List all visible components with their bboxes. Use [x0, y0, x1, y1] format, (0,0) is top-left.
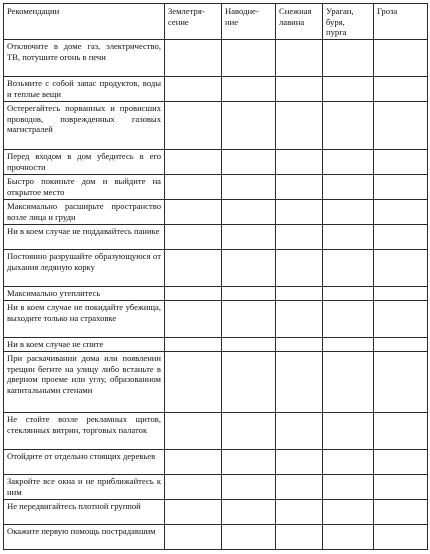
- answer-cell[interactable]: [323, 225, 374, 250]
- recommendation-cell: При раскачивании дома или появлении трещин бегите на улицу либо встаньте в дверном проеме или углу, образованном капитальными стенами: [4, 352, 165, 413]
- answer-cell[interactable]: [276, 301, 323, 338]
- answer-cell[interactable]: [222, 225, 276, 250]
- answer-cell[interactable]: [276, 175, 323, 200]
- answer-cell[interactable]: [222, 102, 276, 150]
- answer-cell[interactable]: [374, 450, 428, 475]
- answer-cell[interactable]: [323, 77, 374, 102]
- answer-cell[interactable]: [165, 338, 222, 352]
- hazard-recommendations-table: [3, 3, 428, 550]
- answer-cell[interactable]: [374, 77, 428, 102]
- answer-cell[interactable]: [374, 287, 428, 301]
- answer-cell[interactable]: [323, 352, 374, 413]
- header-earthquake-label: Землетря- сение: [168, 6, 205, 27]
- table-row: [4, 77, 428, 102]
- answer-cell[interactable]: [222, 40, 276, 77]
- recommendation-cell: Ни в коем случае не покидайте убежища, выходите только на страховке: [4, 301, 165, 338]
- answer-cell[interactable]: [374, 225, 428, 250]
- table-row: [4, 225, 428, 250]
- answer-cell[interactable]: [222, 475, 276, 500]
- answer-cell[interactable]: [222, 338, 276, 352]
- table-row: [4, 40, 428, 77]
- answer-cell[interactable]: [323, 287, 374, 301]
- recommendation-cell: Отключите в доме газ, электричество, ТВ, потушите огонь в печи: [4, 40, 165, 77]
- recommendation-cell: Ни в коем случае не спите: [4, 338, 165, 352]
- answer-cell[interactable]: [222, 450, 276, 475]
- answer-cell[interactable]: [165, 525, 222, 550]
- answer-cell[interactable]: [165, 175, 222, 200]
- answer-cell[interactable]: [276, 475, 323, 500]
- answer-cell[interactable]: [276, 413, 323, 450]
- answer-cell[interactable]: [222, 150, 276, 175]
- header-flood: [222, 4, 276, 40]
- answer-cell[interactable]: [222, 301, 276, 338]
- answer-cell[interactable]: [165, 287, 222, 301]
- answer-cell[interactable]: [276, 338, 323, 352]
- table-row: [4, 301, 428, 338]
- answer-cell[interactable]: [222, 287, 276, 301]
- answer-cell[interactable]: [276, 352, 323, 413]
- answer-cell[interactable]: [323, 200, 374, 225]
- answer-cell[interactable]: [165, 102, 222, 150]
- answer-cell[interactable]: [374, 250, 428, 287]
- table-row: [4, 413, 428, 450]
- recommendation-cell: Перед входом в дом убедитесь в его прочности: [4, 150, 165, 175]
- answer-cell[interactable]: [323, 150, 374, 175]
- recommendation-cell: Возьмите с собой запас продуктов, воды и теплые вещи: [4, 77, 165, 102]
- header-avalanche: [276, 4, 323, 40]
- recommendation-cell: Быстро покиньте дом и выйдите на открытое место: [4, 175, 165, 200]
- answer-cell[interactable]: [323, 250, 374, 287]
- answer-cell[interactable]: [165, 77, 222, 102]
- answer-cell[interactable]: [374, 150, 428, 175]
- answer-cell[interactable]: [222, 352, 276, 413]
- answer-cell[interactable]: [222, 413, 276, 450]
- table-row: [4, 200, 428, 225]
- answer-cell[interactable]: [165, 413, 222, 450]
- table-row: [4, 450, 428, 475]
- recommendation-cell: Максимально расширьте пространство возле лица и груди: [4, 200, 165, 225]
- answer-cell[interactable]: [323, 500, 374, 525]
- recommendation-cell: Не стойте возле рекламных щитов, стеклянных витрин, торговых палаток: [4, 413, 165, 450]
- table-row: [4, 352, 428, 413]
- answer-cell[interactable]: [222, 175, 276, 200]
- header-row: [4, 4, 428, 40]
- answer-cell[interactable]: [374, 40, 428, 77]
- answer-cell[interactable]: [165, 475, 222, 500]
- table-body: [4, 40, 428, 550]
- header-earthquake: [165, 4, 222, 40]
- answer-cell[interactable]: [374, 102, 428, 150]
- answer-cell[interactable]: [374, 500, 428, 525]
- answer-cell[interactable]: [165, 200, 222, 225]
- answer-cell[interactable]: [165, 40, 222, 77]
- answer-cell[interactable]: [276, 500, 323, 525]
- answer-cell[interactable]: [165, 500, 222, 525]
- answer-cell[interactable]: [374, 413, 428, 450]
- answer-cell[interactable]: [374, 301, 428, 338]
- answer-cell[interactable]: [276, 200, 323, 225]
- answer-cell[interactable]: [276, 287, 323, 301]
- answer-cell[interactable]: [323, 450, 374, 475]
- header-thunderstorm-label: Гроза: [377, 6, 398, 16]
- table-row: [4, 525, 428, 550]
- answer-cell[interactable]: [374, 200, 428, 225]
- answer-cell[interactable]: [276, 40, 323, 77]
- recommendation-cell: Окажите первую помощь пострадавшим: [4, 525, 165, 550]
- answer-cell[interactable]: [374, 352, 428, 413]
- recommendations-worksheet: [3, 3, 427, 551]
- header-flood-label: Наводне- ние: [225, 6, 259, 27]
- answer-cell[interactable]: [165, 301, 222, 338]
- table-row: [4, 500, 428, 525]
- answer-cell[interactable]: [323, 40, 374, 77]
- table-row: [4, 102, 428, 150]
- answer-cell[interactable]: [165, 150, 222, 175]
- recommendation-cell: Постоянно разрушайте образующуюся от дыхания ледяную корку: [4, 250, 165, 287]
- recommendation-cell: Максимально утеплитесь: [4, 287, 165, 301]
- answer-cell[interactable]: [222, 200, 276, 225]
- answer-cell[interactable]: [222, 77, 276, 102]
- answer-cell[interactable]: [165, 352, 222, 413]
- answer-cell[interactable]: [276, 150, 323, 175]
- table-row: [4, 475, 428, 500]
- header-hurricane-label: Ураган, буря, пурга: [326, 6, 354, 38]
- header-avalanche-label: Снежная лавина: [279, 6, 312, 27]
- recommendation-cell: Ни в коем случае не поддавайтесь панике: [4, 225, 165, 250]
- table-row: [4, 338, 428, 352]
- answer-cell[interactable]: [276, 250, 323, 287]
- answer-cell[interactable]: [323, 102, 374, 150]
- answer-cell[interactable]: [222, 250, 276, 287]
- answer-cell[interactable]: [323, 175, 374, 200]
- answer-cell[interactable]: [374, 525, 428, 550]
- answer-cell[interactable]: [323, 338, 374, 352]
- answer-cell[interactable]: [374, 175, 428, 200]
- table-row: [4, 287, 428, 301]
- answer-cell[interactable]: [222, 525, 276, 550]
- recommendation-cell: Закройте все окна и не приближайтесь к ним: [4, 475, 165, 500]
- answer-cell[interactable]: [276, 525, 323, 550]
- answer-cell[interactable]: [276, 102, 323, 150]
- answer-cell[interactable]: [165, 450, 222, 475]
- recommendation-cell: Не передвигайтесь плотной группой: [4, 500, 165, 525]
- answer-cell[interactable]: [165, 225, 222, 250]
- answer-cell[interactable]: [323, 301, 374, 338]
- answer-cell[interactable]: [323, 413, 374, 450]
- answer-cell[interactable]: [276, 450, 323, 475]
- answer-cell[interactable]: [276, 77, 323, 102]
- answer-cell[interactable]: [165, 250, 222, 287]
- header-thunderstorm: [374, 4, 428, 40]
- answer-cell[interactable]: [323, 475, 374, 500]
- header-hurricane: [323, 4, 374, 40]
- answer-cell[interactable]: [222, 500, 276, 525]
- table-row: [4, 250, 428, 287]
- table-row: [4, 175, 428, 200]
- header-recommendations: Рекомендации: [4, 4, 165, 40]
- answer-cell[interactable]: [374, 338, 428, 352]
- answer-cell[interactable]: [323, 525, 374, 550]
- recommendation-cell: Остерегайтесь порванных и провисших проводов, поврежденных газовых магистралей: [4, 102, 165, 150]
- recommendation-cell: Отойдите от отдельно стоящих деревьев: [4, 450, 165, 475]
- answer-cell[interactable]: [276, 225, 323, 250]
- answer-cell[interactable]: [374, 475, 428, 500]
- table-row: [4, 150, 428, 175]
